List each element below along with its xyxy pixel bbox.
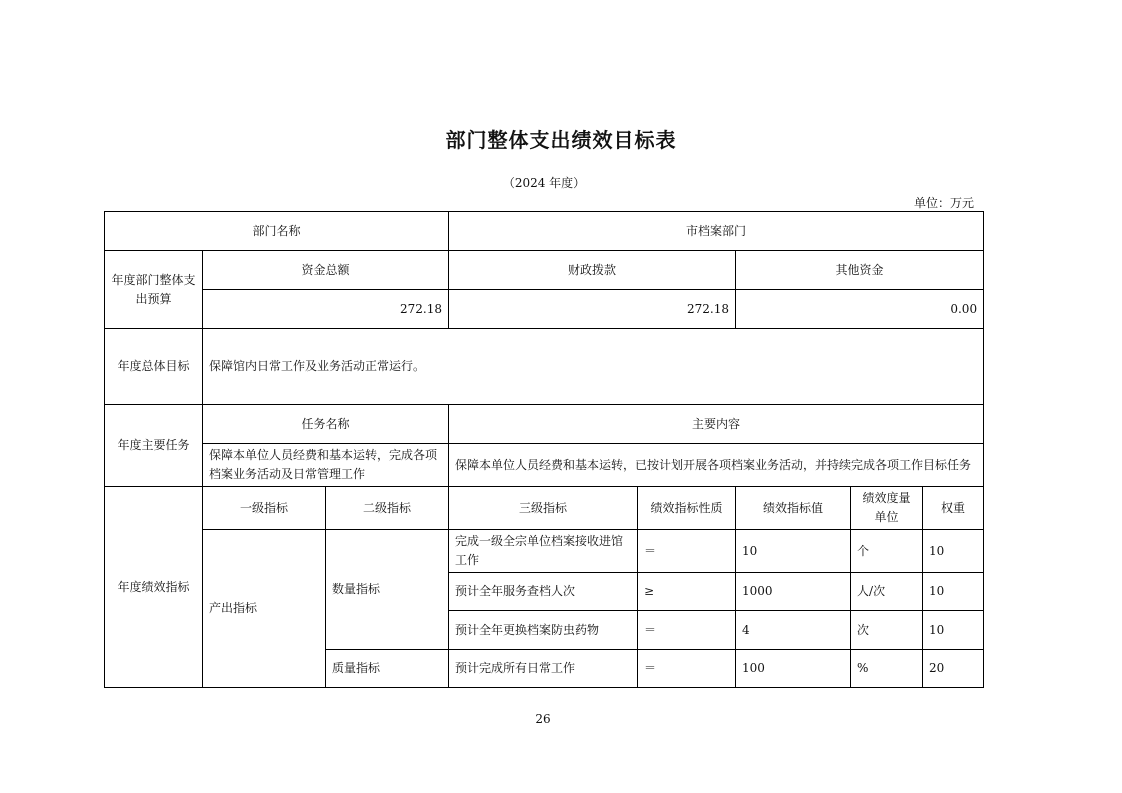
budget-header-total: 资金总额: [203, 251, 449, 290]
budget-header-fiscal: 财政拨款: [449, 251, 736, 290]
indicators-label: 年度绩效指标: [105, 487, 203, 688]
indicator-nature: ＝: [638, 650, 736, 688]
indicator-value: 100: [736, 650, 851, 688]
indicator-nature: ＝: [638, 530, 736, 573]
dept-name-label: 部门名称: [105, 212, 449, 251]
budget-value-row: [105, 290, 984, 329]
indicator-weight: 10: [923, 611, 984, 650]
indicator-unit: 次: [851, 611, 923, 650]
indicator-header-row: [105, 487, 984, 530]
header-level2: 二级指标: [326, 487, 449, 530]
budget-value-fiscal: 272.18: [449, 290, 736, 329]
indicator-nature: ＝: [638, 611, 736, 650]
budget-row-label: 年度部门整体支出预算: [105, 251, 203, 329]
indicator-name: 完成一级全宗单位档案接收进馆工作: [449, 530, 638, 573]
indicator-name: 预计完成所有日常工作: [449, 650, 638, 688]
indicator-unit: 人/次: [851, 573, 923, 611]
page-title: 部门整体支出绩效目标表: [445, 128, 677, 152]
task-name: 保障本单位人员经费和基本运转，完成各项档案业务活动及日常管理工作: [203, 444, 449, 487]
indicator-value: 4: [736, 611, 851, 650]
indicator-unit: 个: [851, 530, 923, 573]
dept-row: [105, 212, 984, 251]
indicator-value: 1000: [736, 573, 851, 611]
task-name-header: 任务名称: [203, 405, 449, 444]
indicator-weight: 10: [923, 530, 984, 573]
budget-value-total: 272.18: [203, 290, 449, 329]
indicator-value: 10: [736, 530, 851, 573]
unit-label: 单位：万元: [913, 196, 974, 210]
indicator-unit: %: [851, 650, 923, 688]
task-row: [105, 444, 984, 487]
header-nature: 绩效指标性质: [638, 487, 736, 530]
year-label: （2024 年度）: [502, 176, 586, 190]
tasks-label: 年度主要任务: [105, 405, 203, 487]
level2-quality: 质量指标: [326, 650, 449, 688]
task-content: 保障本单位人员经费和基本运转，已按计划开展各项档案业务活动，并持续完成各项工作目标任务: [449, 444, 984, 487]
dept-name-value: 市档案部门: [449, 212, 984, 251]
header-value: 绩效指标值: [736, 487, 851, 530]
indicator-row: [105, 530, 984, 573]
performance-table: [104, 211, 984, 688]
header-unit: 绩效度量单位: [851, 487, 923, 530]
task-content-header: 主要内容: [449, 405, 984, 444]
budget-value-other: 0.00: [736, 290, 984, 329]
task-header-row: [105, 405, 984, 444]
header-level3: 三级指标: [449, 487, 638, 530]
level1-output: 产出指标: [203, 530, 326, 688]
indicator-nature: ≥: [638, 573, 736, 611]
budget-header-other: 其他资金: [736, 251, 984, 290]
page-number: 26: [535, 712, 551, 726]
indicator-name: 预计全年更换档案防虫药物: [449, 611, 638, 650]
budget-header-row: [105, 251, 984, 290]
indicator-name: 预计全年服务查档人次: [449, 573, 638, 611]
header-level1: 一级指标: [203, 487, 326, 530]
goal-row: [105, 329, 984, 405]
level2-quantity: 数量指标: [326, 530, 449, 650]
goal-label: 年度总体目标: [105, 329, 203, 405]
goal-value: 保障馆内日常工作及业务活动正常运行。: [203, 329, 984, 405]
header-weight: 权重: [923, 487, 984, 530]
indicator-weight: 20: [923, 650, 984, 688]
indicator-weight: 10: [923, 573, 984, 611]
